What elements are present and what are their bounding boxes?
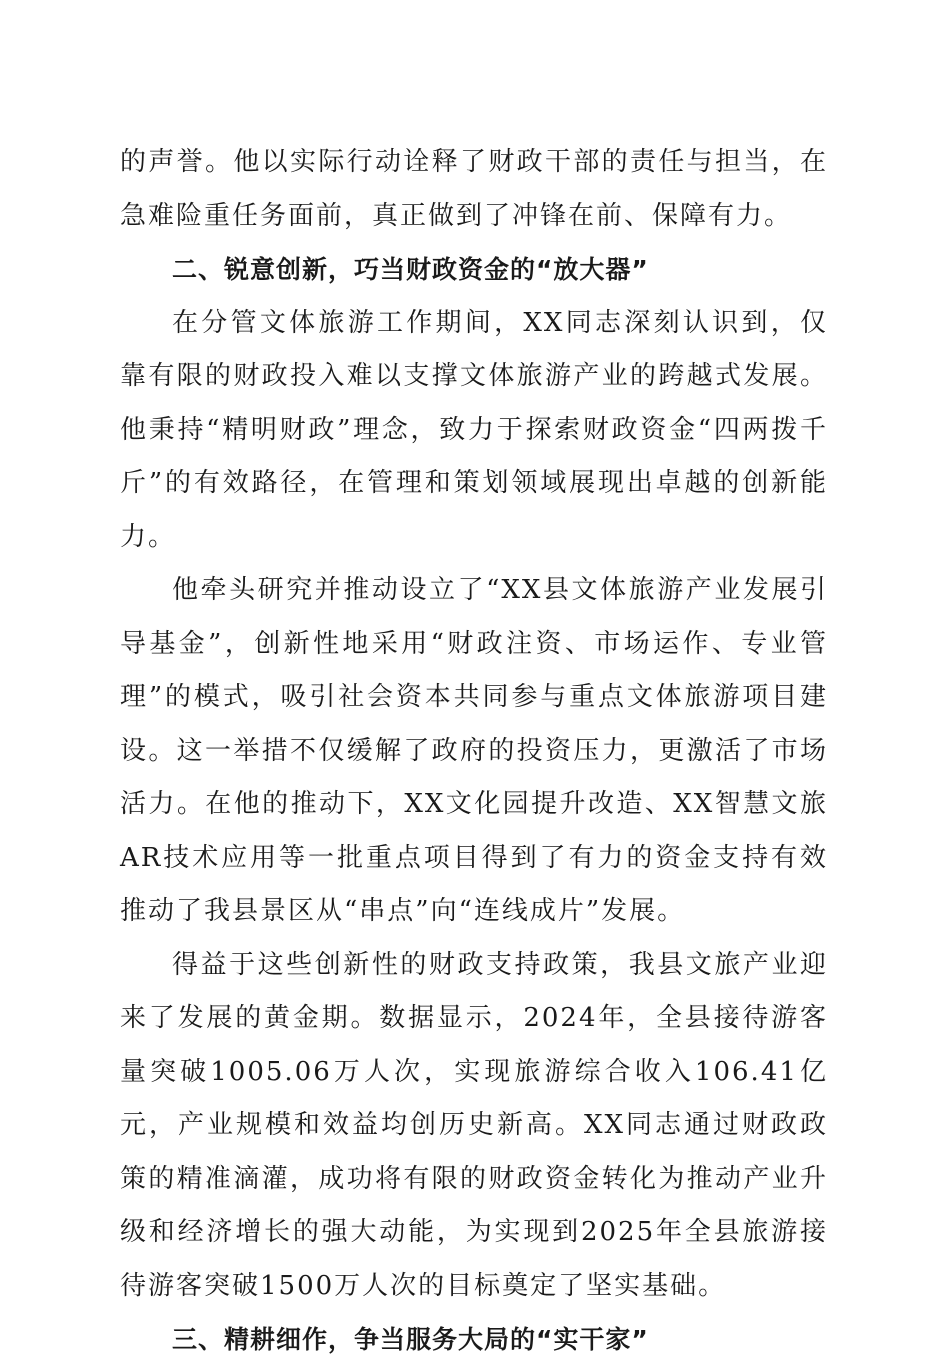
paragraph-body: 他牵头研究并推动设立了“XX县文体旅游产业发展引导基金”，创新性地采用“财政注资、市场运作、专业管理”的模式，吸引社会资本共同参与重点文体旅游项目建设。这一举措不仅缓解了政府的投资压力，更激活了市场活力。在他的推动下，XX文化园提升改造、XX智慧文旅AR技术应用等一批重点项目得到了有力的资金支持有效推动了我县景区从“串点”向“连线成片”发展。 (120, 575, 828, 926)
section-heading-3: 三、精耕细作，争当服务大局的“实干家” (172, 1325, 649, 1354)
section-heading-2: 二、锐意创新，巧当财政资金的“放大器” (172, 255, 649, 284)
paragraph-body: 在分管文体旅游工作期间，XX同志深刻认识到，仅靠有限的财政投入难以支撑文体旅游产业的跨越式发展。他秉持“精明财政”理念，致力于探索财政资金“四两拨千斤”的有效路径，在管理和策划领域展现出卓越的创新能力。 (120, 307, 828, 552)
paragraph-continuation: 的声誉。他以实际行动诠释了财政干部的责任与担当，在急难险重任务面前，真正做到了冲锋在前、保障有力。 (120, 147, 828, 231)
document-body (120, 136, 828, 1367)
paragraph-body: 得益于这些创新性的财政支持政策，我县文旅产业迎来了发展的黄金期。数据显示，2024年，全县接待游客量突破1005.06万人次，实现旅游综合收入106.41亿元，产业规模和效益均创历史新高。XX同志通过财政政策的精准滴灌，成功将有限的财政资金转化为推动产业升级和经济增长的强大动能，为实现到2025年全县旅游接待游客突破1500万人次的目标奠定了坚实基础。 (120, 949, 828, 1301)
